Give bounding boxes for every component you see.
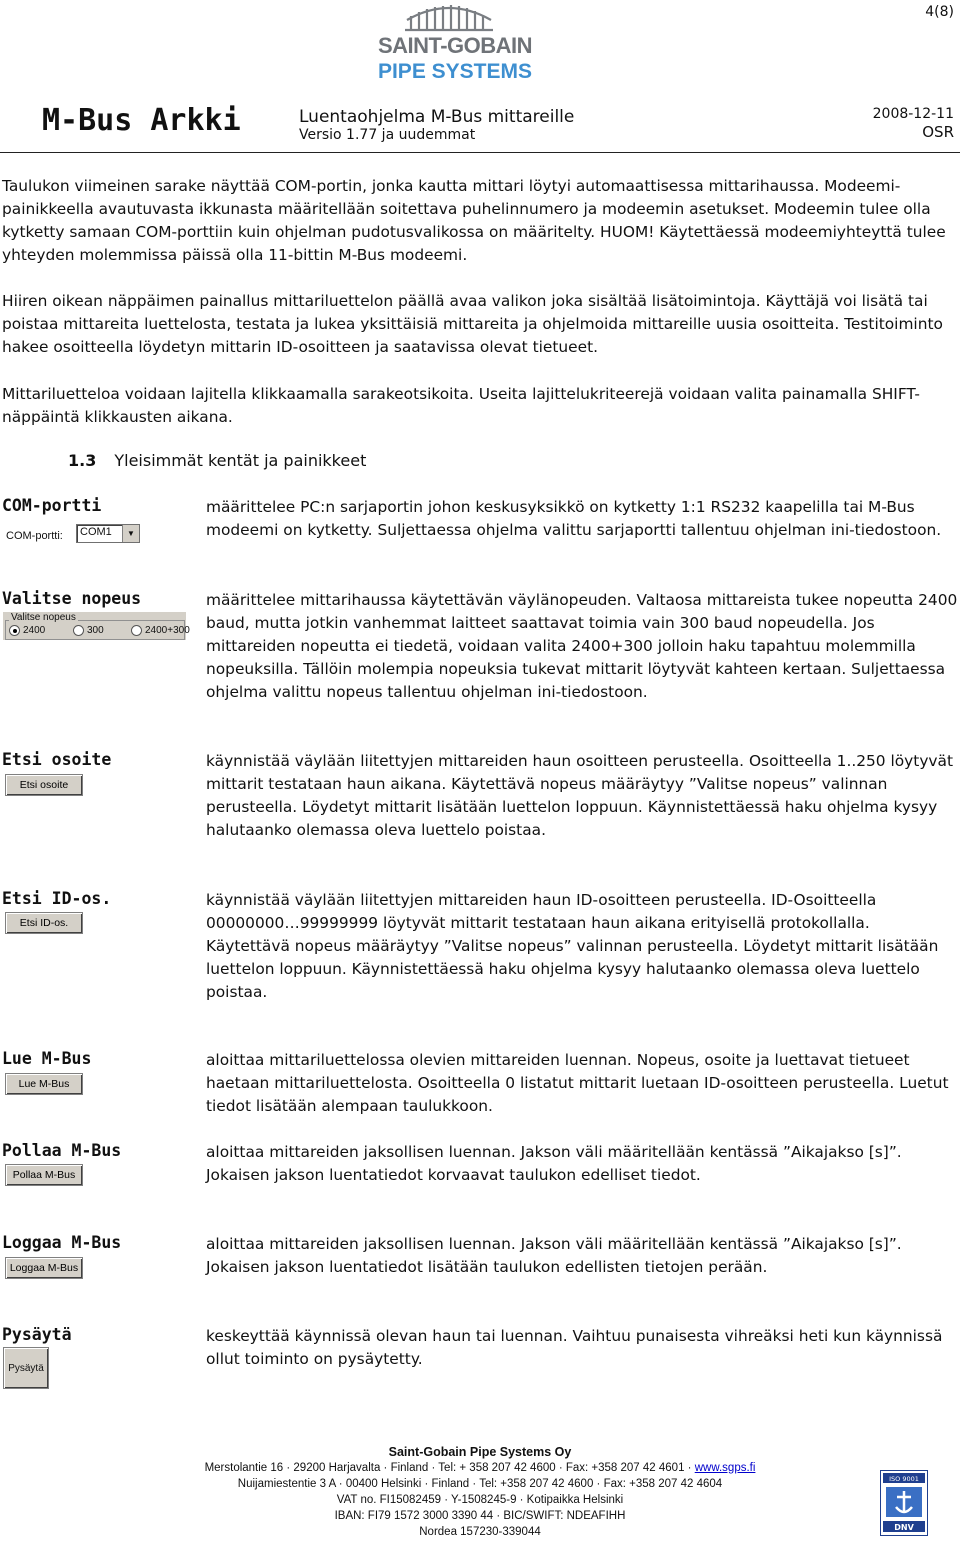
document-title: M-Bus Arkki: [42, 103, 241, 138]
log-mbus-button[interactable]: Loggaa M-Bus: [5, 1257, 83, 1279]
field-desc-poll: aloittaa mittareiden jaksollisen luennan. Jakson väli määritellään kentässä ”Aikajakso [s]”. Jokaisen jakson luentatiedot korvaavat taulukon edelliset tiedot.: [206, 1143, 902, 1184]
speed-group-legend: Valitse nopeus: [11, 612, 76, 623]
logo-subtitle-text: PIPE SYSTEMS: [377, 60, 533, 83]
cert-dnv-text: DNV: [894, 1523, 914, 1532]
com-port-value: COM1: [80, 526, 112, 538]
speed-option-2400-300[interactable]: 2400+300: [131, 625, 190, 636]
stop-button[interactable]: Pysäytä: [3, 1347, 49, 1389]
poll-mbus-button[interactable]: Pollaa M-Bus: [5, 1164, 83, 1186]
field-label-search-id: Etsi ID-os.: [2, 889, 112, 908]
paragraph-context-menu: Hiiren oikean näppäimen painallus mittariluettelon päällä avaa valikon joka sisältää lisätoimintoja. Käyttäjä voi lisätä tai poistaa mittareita luettelosta, testata ja lukea yksittäisiä mittareita ja ohjelmoida mittareille uusia osoitteita. Testitoiminto hakee osoitteella löydetyn mittarin ID-osoitteen ja saatavissa olevat tietueet.: [2, 292, 943, 356]
footer: [160, 1444, 800, 1540]
field-label-log: Loggaa M-Bus: [2, 1233, 122, 1252]
field-desc-search-address: käynnistää väylään liitettyjen mittareiden haun osoitteen perusteella. Osoitteella 1..250 löytyvät mittarit testataan haun aikana. Käytettävä nopeus määräytyy ”Valitse nopeus” valinnan perusteella. Löydetyt mittarit lisätään luettelon loppuun. Käynnistettäessä haku ohjelma kysyy halutaanko olemassa oleva luettelo poistaa.: [206, 752, 954, 839]
com-port-select[interactable]: [3, 519, 151, 545]
footer-iban: IBAN: FI79 1572 3000 3390 44 · BIC/SWIFT: NDEAFIHH: [334, 1510, 626, 1522]
footer-address-helsinki: Nuijamiestentie 3 A · 00400 Helsinki · Finland · Tel: +358 207 42 4600 · Fax: +358 207 42 4604: [237, 1478, 723, 1490]
logo-brand-text: SAINT-GOBAIN: [377, 33, 533, 58]
certification-badge-icon: [880, 1470, 928, 1536]
field-label-poll: Pollaa M-Bus: [2, 1141, 122, 1160]
field-desc-read: aloittaa mittariluettelossa olevien mittareiden luennan. Nopeus, osoite ja luettavat tietueet haetaan mittariluettelosta. Osoitteella 0 listatut mittarit luetaan ID-osoitteen perusteella. Luetut tiedot lisätään alempaan taulukkoon.: [206, 1051, 949, 1115]
section-number: 1.3: [68, 451, 97, 470]
radio-icon[interactable]: [131, 625, 142, 636]
chevron-down-icon[interactable]: ▼: [122, 525, 139, 542]
footer-vat: VAT no. FI15082459 · Y-1508245-9 · Kotipaikka Helsinki: [336, 1494, 624, 1506]
speed-radio-group: [3, 612, 190, 640]
field-desc-stop: keskeyttää käynnissä olevan haun tai luennan. Vaihtuu punaisesta vihreäksi heti kun käynnissä ollut toiminto on pysäytetty.: [206, 1327, 943, 1368]
footer-company: Saint-Gobain Pipe Systems Oy: [388, 1445, 572, 1459]
read-mbus-button[interactable]: Lue M-Bus: [5, 1073, 83, 1095]
section-title: Yleisimmät kentät ja painikkeet: [114, 451, 367, 470]
field-desc-log: aloittaa mittareiden jaksollisen luennan. Jakson väli määritellään kentässä ”Aikajakso [s]”. Jokaisen jakson luentatiedot lisätään taulukon edellisten tietojen perään.: [206, 1235, 902, 1276]
header-divider: [0, 152, 960, 153]
paragraph-sorting: Mittariluetteloa voidaan lajitella klikkaamalla sarakeotsikoita. Useita lajittelukriteerejä voidaan valita painamalla SHIFT-näppäintä klikkausten aikana.: [2, 385, 920, 426]
website-link[interactable]: www.sgps.fi: [694, 1462, 756, 1474]
version-text: Versio 1.77 ja uudemmat: [299, 127, 476, 143]
footer-bank: Nordea 157230-339044: [419, 1526, 541, 1538]
page-number: 4(8): [925, 4, 954, 20]
logo-arch-icon: [403, 2, 495, 32]
field-label-search-address: Etsi osoite: [2, 750, 112, 769]
paragraph-com-column: Taulukon viimeinen sarake näyttää COM-portin, jonka kautta mittari löytyi automaattisessa mittarihaussa. Modeemi-painikkeella avautuvasta ikkunasta määritellään soitettava puhelinnumero ja modeemin asetukset. Modeemin tulee olla kytketty samaan COM-porttiin kuin ohjelman pudotusvalikossa on määritelty. HUOM! Käytettäessä modeemiyhteyttä tulee yhteyden molemmissa päissä olla 11-bittin M-Bus modeemi.: [2, 177, 946, 264]
cert-iso-text: ISO 9001: [889, 1475, 919, 1483]
footer-address-harjavalta: Merstolantie 16 · 29200 Harjavalta · Finland · Tel: + 358 207 42 4600 · Fax: +358 207 42 4601 · www.sgps.fi: [204, 1462, 756, 1474]
author-initials: OSR: [922, 123, 954, 141]
field-desc-com-port: määrittelee PC:n sarjaportin johon keskusyksikkö on kytketty 1:1 RS232 kaapelilla tai M-Bus modeemi on kytketty. Suljettaessa ohjelma valittu sarjaportti tallentuu ohjelman ini-tiedostoon.: [206, 498, 942, 539]
field-label-com-port: COM-portti: [2, 496, 102, 515]
field-desc-search-id: käynnistää väylään liitettyjen mittareiden haun ID-osoitteen perusteella. ID-Osoitteella 00000000…99999999 löytyvät mittarit testataan haun aikana erityisellä protokollalla. Käytettävä nopeus määräytyy ”Valitse nopeus” valinnan perusteella. Löydetyt mittarit lisätään luettelon loppuun. Käynnistettäessä haku ohjelma kysyy halutaanko olemassa oleva luettelo poistaa.: [206, 891, 939, 1001]
com-port-dropdown[interactable]: [76, 524, 140, 543]
company-logo: [345, 2, 565, 88]
field-label-read: Lue M-Bus: [2, 1049, 92, 1068]
section-heading: [68, 451, 366, 470]
radio-icon[interactable]: [73, 625, 84, 636]
search-id-button[interactable]: Etsi ID-os.: [5, 912, 83, 934]
field-label-speed: Valitse nopeus: [2, 589, 142, 608]
search-address-button[interactable]: Etsi osoite: [5, 774, 83, 796]
speed-option-300[interactable]: 300: [73, 625, 104, 636]
radio-selected-icon[interactable]: [9, 625, 20, 636]
speed-option-2400[interactable]: 2400: [9, 625, 45, 636]
field-label-stop: Pysäytä: [2, 1325, 72, 1344]
field-desc-speed: määrittelee mittarihaussa käytettävän väylänopeuden. Valtaosa mittareista tukee nopeutta 2400 baud, mutta jotkin vanhemmat laitteet saattavat toimia vain 300 baud nopeudella. Jos mittareiden nopeutta ei tiedetä, voidaan valita 2400+300 jolloin haku tapahtuu molemmilla nopeuksilla. Tällöin molempia nopeuksia tukevat mittarit löytyvät kahteen kertaan. Suljettaessa ohjelma valittu nopeus tallentuu ohjelman ini-tiedostoon.: [206, 591, 958, 701]
document-date: 2008-12-11: [872, 106, 954, 122]
program-title: Luentaohjelma M-Bus mittareille: [299, 107, 575, 127]
com-port-widget-label: COM-portti:: [6, 530, 63, 542]
